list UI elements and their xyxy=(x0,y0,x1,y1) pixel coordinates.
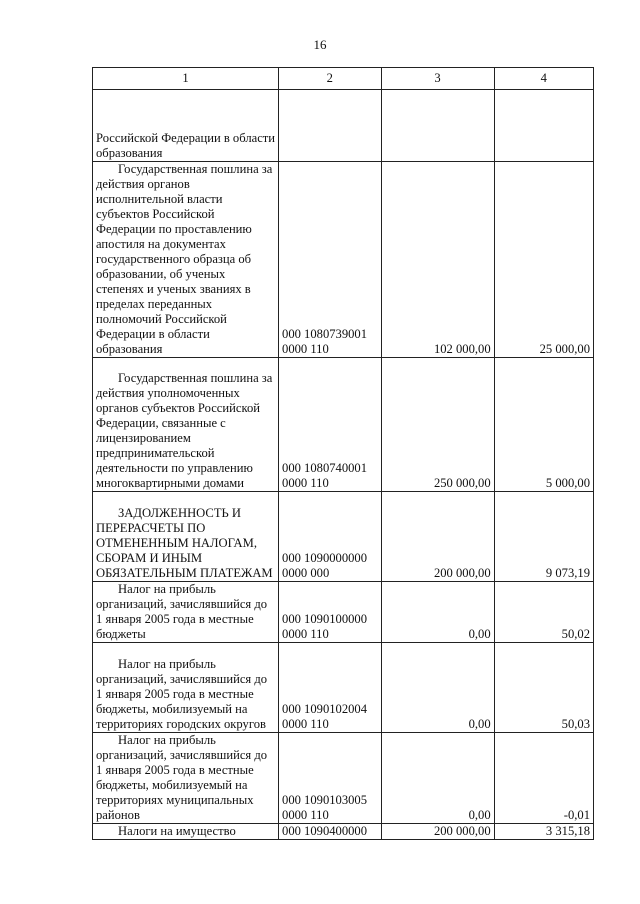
row-col3: 0,00 xyxy=(381,733,494,824)
table-row xyxy=(93,492,594,582)
revenue-table xyxy=(92,67,594,840)
row-col4: 3 315,18 xyxy=(494,824,593,840)
row-col4: 9 073,19 xyxy=(494,492,593,582)
row-code: 000 1090100000 0000 110 xyxy=(279,582,382,643)
row-name: ЗАДОЛЖЕННОСТЬ И ПЕРЕРАСЧЕТЫ ПО ОТМЕНЕННЫМ НАЛОГАМ, СБОРАМ И ИНЫМ ОБЯЗАТЕЛЬНЫМ ПЛАТЕЖАМ xyxy=(93,492,279,582)
row-name: Налоги на имущество xyxy=(93,824,279,840)
row-code: 000 1090000000 0000 000 xyxy=(279,492,382,582)
row-name: Налог на прибыль организаций, зачислявшийся до 1 января 2005 года в местные бюджеты, мобилизуемый на территориях городских округов xyxy=(93,643,279,733)
table-row xyxy=(93,162,594,358)
table-row xyxy=(93,90,594,162)
row-name: Налог на прибыль организаций, зачислявшийся до 1 января 2005 года в местные бюджеты xyxy=(93,582,279,643)
row-col3: 200 000,00 xyxy=(381,492,494,582)
row-col3: 102 000,00 xyxy=(381,162,494,358)
row-code: 000 1080739001 0000 110 xyxy=(279,162,382,358)
header-col-1: 1 xyxy=(93,68,279,90)
row-col4: 50,02 xyxy=(494,582,593,643)
table-row xyxy=(93,358,594,492)
row-col3: 0,00 xyxy=(381,643,494,733)
table-row xyxy=(93,733,594,824)
page-number: 16 xyxy=(313,37,327,52)
row-col3: 250 000,00 xyxy=(381,358,494,492)
row-col4: -0,01 xyxy=(494,733,593,824)
row-code xyxy=(279,90,382,162)
row-col3: 200 000,00 xyxy=(381,824,494,840)
table-row xyxy=(93,643,594,733)
row-code: 000 1090102004 0000 110 xyxy=(279,643,382,733)
row-col4 xyxy=(494,90,593,162)
row-code: 000 1080740001 0000 110 xyxy=(279,358,382,492)
row-name: Российской Федерации в области образования xyxy=(93,90,279,162)
row-col3 xyxy=(381,90,494,162)
row-code: 000 1090400000 xyxy=(279,824,382,840)
table-header-row xyxy=(93,68,594,90)
row-code: 000 1090103005 0000 110 xyxy=(279,733,382,824)
row-name: Государственная пошлина за действия органов исполнительной власти субъектов Российской Федерации по проставлению апостиля на документах государственного образца об образовании, об ученых степенях и ученых званиях в пределах переданных полномочий Российской Федерации в области образования xyxy=(93,162,279,358)
table-row xyxy=(93,582,594,643)
header-col-4: 4 xyxy=(494,68,593,90)
row-col4: 50,03 xyxy=(494,643,593,733)
row-col4: 25 000,00 xyxy=(494,162,593,358)
header-col-2: 2 xyxy=(279,68,382,90)
row-name: Налог на прибыль организаций, зачислявшийся до 1 января 2005 года в местные бюджеты, мобилизуемый на территориях муниципальных районов xyxy=(93,733,279,824)
table-row xyxy=(93,824,594,840)
row-name: Государственная пошлина за действия уполномоченных органов субъектов Российской Федерации, связанные с лицензированием предпринимательской деятельности по управлению многоквартирными домами xyxy=(93,358,279,492)
row-col4: 5 000,00 xyxy=(494,358,593,492)
header-col-3: 3 xyxy=(381,68,494,90)
row-col3: 0,00 xyxy=(381,582,494,643)
